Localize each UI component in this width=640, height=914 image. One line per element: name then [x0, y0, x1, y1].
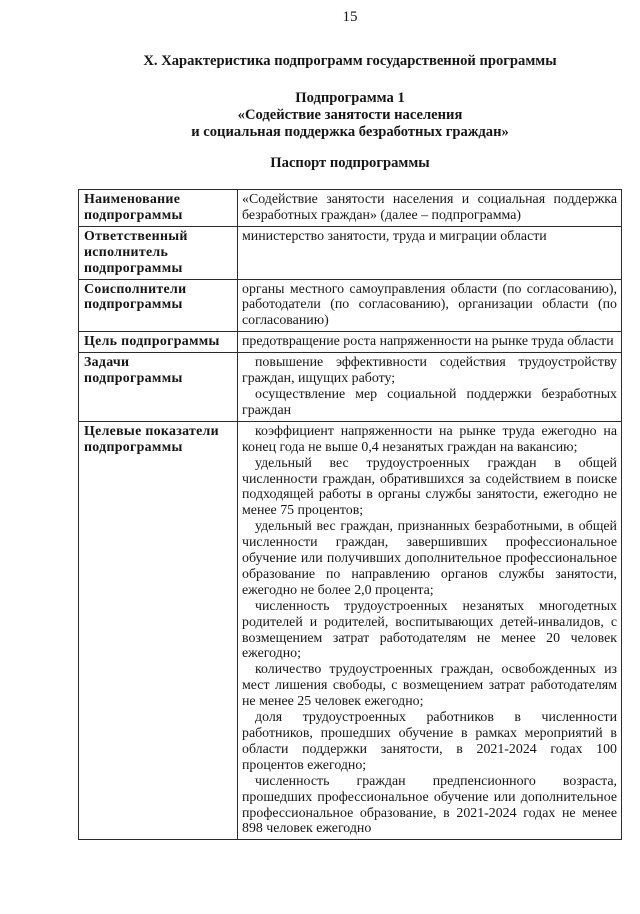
- row-value: [238, 353, 622, 422]
- value-paragraph: повышение эффективности содействия трудоустройству граждан, ищущих работу;: [242, 355, 617, 387]
- table-row-tasks: [79, 353, 622, 422]
- row-label: Задачи подпрограммы: [79, 353, 238, 422]
- row-label: Наименование подпрограммы: [79, 190, 238, 227]
- section-title: X. Характеристика подпрограмм государственной программы: [143, 53, 557, 69]
- subprogram-heading-line-2: «Содействие занятости населения: [237, 107, 463, 123]
- table-row-target-indicators: [79, 421, 622, 840]
- table-row-co-executors: [79, 279, 622, 332]
- value-paragraph: численность трудоустроенных незанятых многодетных родителей и родителей, воспитывающих детей-инвалидов, с возмещением затрат работодателям не менее 20 человек ежегодно;: [242, 598, 617, 662]
- table-row-name: [79, 190, 622, 227]
- document-page: [78, 9, 622, 840]
- value-paragraph: численность граждан предпенсионного возраста, прошедших профессиональное обучение или дополнительное профессиональное образование, в 2021-2024 годах не менее 898 человек ежегодно: [242, 773, 617, 837]
- table-row-goal: [79, 332, 622, 353]
- value-paragraph: удельный вес трудоустроенных граждан в общей численности граждан, обратившихся за содействием в поиске подходящей работы в органы службы занятости, ежегодно не менее 75 процентов;: [242, 455, 617, 519]
- value-paragraph: «Содействие занятости населения и социальная поддержка безработных граждан» (далее – подпрограмма): [242, 192, 617, 223]
- row-value: [238, 332, 622, 353]
- subprogram-heading-line-3: и социальная поддержка безработных граждан»: [191, 124, 509, 140]
- table-row-responsible-executor: [79, 226, 622, 279]
- value-paragraph: министерство занятости, труда и миграции области: [242, 228, 547, 244]
- row-label: Целевые показатели подпрограммы: [79, 421, 238, 840]
- value-paragraph: осуществление мер социальной поддержки безработных граждан: [242, 386, 617, 418]
- row-value: [238, 190, 622, 227]
- row-label: Цель подпрограммы: [79, 332, 238, 353]
- subprogram-heading-line-1: Подпрограмма 1: [295, 90, 405, 106]
- row-value: [238, 279, 622, 332]
- passport-heading: Паспорт подпрограммы: [270, 155, 430, 171]
- value-paragraph: органы местного самоуправления области (по согласованию), работодатели (по согласованию), организации области (по согласованию): [242, 281, 617, 329]
- row-value: [238, 421, 622, 840]
- row-label: Соисполнители подпрограммы: [79, 279, 238, 332]
- value-paragraph: удельный вес граждан, признанных безработными, в общей численности граждан, завершивших профессиональное обучение или получивших дополнительное профессиональное образование по направлению органов службы занятости, ежегодно не более 2,0 процента;: [242, 519, 617, 598]
- row-label: Ответственный исполнитель подпрограммы: [79, 226, 238, 279]
- subprogram-heading: [78, 90, 622, 141]
- page-number: 15: [342, 9, 358, 25]
- value-paragraph: количество трудоустроенных граждан, освобожденных из мест лишения свободы, с возмещением затрат работодателям не менее 25 человек ежегодно;: [242, 662, 617, 710]
- value-paragraph: коэффициент напряженности на рынке труда ежегодно на конец года не выше 0,4 незанятых граждан на вакансию;: [242, 423, 617, 455]
- row-value: [238, 226, 622, 279]
- value-paragraph: предотвращение роста напряженности на рынке труда области: [242, 334, 614, 350]
- value-paragraph: доля трудоустроенных работников в численности работников, прошедших обучение в рамках мероприятий в области поддержки занятости, в 2021-2024 годах 100 процентов ежегодно;: [242, 710, 617, 773]
- passport-table: [78, 189, 622, 840]
